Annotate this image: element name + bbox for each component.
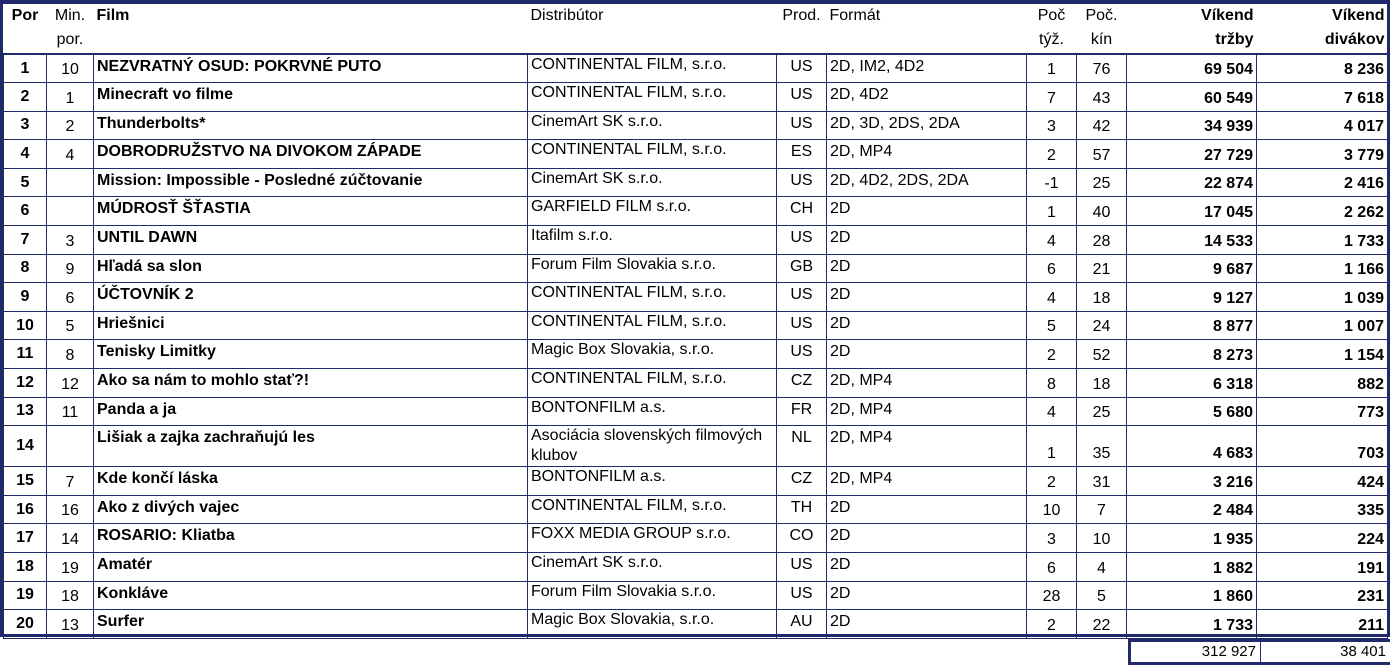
weekend-revenue-cell: 17 045 [1127,197,1257,226]
previous-rank-cell: 3 [47,226,94,255]
previous-rank-cell: 7 [47,467,94,496]
production-country-cell: CO [777,524,827,553]
weekend-admissions-cell: 1 039 [1257,283,1388,312]
weekend-revenue-cell: 60 549 [1127,83,1257,112]
weeks-count-cell: 4 [1027,397,1077,426]
cinemas-count-cell: 25 [1077,397,1127,426]
previous-rank-cell: 19 [47,553,94,582]
film-title-cell: DOBRODRUŽSTVO NA DIVOKOM ZÁPADE [94,140,528,169]
cinemas-count-cell: 28 [1077,226,1127,255]
rank-cell: 5 [4,168,47,197]
distributor-cell: CONTINENTAL FILM, s.r.o. [528,495,777,524]
weeks-count-cell: 1 [1027,197,1077,226]
cinemas-count-cell: 10 [1077,524,1127,553]
format-cell: 2D [827,197,1027,226]
header-min-por-line2: por. [56,31,84,48]
cinemas-count-cell: 5 [1077,581,1127,610]
rank-cell: 8 [4,254,47,283]
production-country-cell: FR [777,397,827,426]
weekend-revenue-cell: 5 680 [1127,397,1257,426]
rank-cell: 14 [4,426,47,467]
format-cell: 2D [827,254,1027,283]
header-vikend-divakov-line2: divákov [1324,31,1385,48]
weekend-admissions-cell: 1 166 [1257,254,1388,283]
header-format: Formát [829,7,881,24]
header-min-por-line1: Min. [54,7,86,24]
rank-cell: 12 [4,369,47,398]
previous-rank-cell: 9 [47,254,94,283]
weeks-count-cell: 3 [1027,111,1077,140]
production-country-cell: ES [777,140,827,169]
film-title-cell: Tenisky Limitky [94,340,528,369]
previous-rank-cell: 18 [47,581,94,610]
weekend-admissions-cell: 231 [1257,581,1388,610]
weeks-count-cell: 2 [1027,340,1077,369]
film-title-cell: UNTIL DAWN [94,226,528,255]
distributor-cell: CONTINENTAL FILM, s.r.o. [528,83,777,112]
production-country-cell: US [777,111,827,140]
weeks-count-cell: 3 [1027,524,1077,553]
header-poc-tyz-line2: týž. [1039,31,1064,48]
header-poc-kin [1077,4,1127,54]
format-cell: 2D, 4D2, 2DS, 2DA [827,168,1027,197]
weeks-count-cell: 7 [1027,83,1077,112]
weekend-revenue-cell: 6 318 [1127,369,1257,398]
rank-cell: 9 [4,283,47,312]
cinemas-count-cell: 76 [1077,54,1127,83]
weeks-count-cell: 1 [1027,426,1077,467]
previous-rank-cell: 1 [47,83,94,112]
cinemas-count-cell: 52 [1077,340,1127,369]
cinemas-count-cell: 22 [1077,610,1127,639]
header-prod: Prod. [782,7,821,24]
header-vikend-divakov-line1: Víkend [1332,7,1385,24]
table-row [4,197,1388,226]
production-country-cell: US [777,226,827,255]
distributor-cell: CinemArt SK s.r.o. [528,553,777,582]
format-cell: 2D, MP4 [827,369,1027,398]
table-row [4,426,1388,467]
box-office-table [3,4,1388,639]
table-row [4,111,1388,140]
rank-cell: 20 [4,610,47,639]
rank-cell: 19 [4,581,47,610]
format-cell: 2D [827,610,1027,639]
weeks-count-cell: 2 [1027,140,1077,169]
production-country-cell: US [777,283,827,312]
distributor-cell: BONTONFILM a.s. [528,467,777,496]
weeks-count-cell: 28 [1027,581,1077,610]
table-row [4,283,1388,312]
table-row [4,168,1388,197]
production-country-cell: US [777,581,827,610]
format-cell: 2D [827,226,1027,255]
film-title-cell: Thunderbolts* [94,111,528,140]
table-row [4,83,1388,112]
format-cell: 2D [827,553,1027,582]
film-title-cell: Hriešnici [94,311,528,340]
weekend-revenue-cell: 8 877 [1127,311,1257,340]
previous-rank-cell: 14 [47,524,94,553]
production-country-cell: US [777,340,827,369]
production-country-cell: US [777,553,827,582]
distributor-cell: Forum Film Slovakia s.r.o. [528,254,777,283]
weekend-admissions-cell: 4 017 [1257,111,1388,140]
film-title-cell: Kde končí láska [94,467,528,496]
previous-rank-cell: 6 [47,283,94,312]
weeks-count-cell: 5 [1027,311,1077,340]
film-title-cell: Panda a ja [94,397,528,426]
cinemas-count-cell: 21 [1077,254,1127,283]
weekend-admissions-cell: 1 007 [1257,311,1388,340]
header-poc-kin-line1: Poč. [1085,7,1118,24]
format-cell: 2D [827,283,1027,312]
format-cell: 2D [827,524,1027,553]
distributor-cell: CONTINENTAL FILM, s.r.o. [528,54,777,83]
rank-cell: 1 [4,54,47,83]
weekend-admissions-cell: 2 262 [1257,197,1388,226]
distributor-cell: Magic Box Slovakia, s.r.o. [528,610,777,639]
rank-cell: 18 [4,553,47,582]
rank-cell: 2 [4,83,47,112]
weekend-revenue-cell: 8 273 [1127,340,1257,369]
previous-rank-cell [47,197,94,226]
format-cell: 2D, IM2, 4D2 [827,54,1027,83]
header-poc-tyz-line1: Poč [1037,7,1066,24]
table-row [4,495,1388,524]
header-row [4,4,1388,54]
table-row [4,369,1388,398]
weeks-count-cell: 4 [1027,283,1077,312]
production-country-cell: TH [777,495,827,524]
previous-rank-cell: 5 [47,311,94,340]
production-country-cell: US [777,168,827,197]
table-row [4,54,1388,83]
rank-cell: 13 [4,397,47,426]
previous-rank-cell: 13 [47,610,94,639]
weekend-admissions-cell: 8 236 [1257,54,1388,83]
weekend-admissions-cell: 224 [1257,524,1388,553]
totals-row [1128,639,1390,665]
film-title-cell: Lišiak a zajka zachraňujú les [94,426,528,467]
weekend-revenue-cell: 34 939 [1127,111,1257,140]
film-title-cell: MÚDROSŤ ŠŤASTIA [94,197,528,226]
previous-rank-cell: 10 [47,54,94,83]
weekend-revenue-cell: 14 533 [1127,226,1257,255]
format-cell: 2D, MP4 [827,397,1027,426]
format-cell: 2D [827,340,1027,369]
previous-rank-cell: 4 [47,140,94,169]
weeks-count-cell: 2 [1027,610,1077,639]
previous-rank-cell: 11 [47,397,94,426]
film-title-cell: Hľadá sa slon [94,254,528,283]
previous-rank-cell [47,426,94,467]
header-vikend-trzby-line1: Víkend [1201,7,1254,24]
rank-cell: 16 [4,495,47,524]
header-film: Film [96,7,130,24]
weekend-admissions-cell: 424 [1257,467,1388,496]
distributor-cell: GARFIELD FILM s.r.o. [528,197,777,226]
weekend-admissions-cell: 1 733 [1257,226,1388,255]
film-title-cell: NEZVRATNÝ OSUD: POKRVNÉ PUTO [94,54,528,83]
total-divakov: 38 401 [1340,643,1386,660]
weekend-admissions-cell: 7 618 [1257,83,1388,112]
weekend-revenue-cell: 1 733 [1127,610,1257,639]
weekend-revenue-cell: 27 729 [1127,140,1257,169]
production-country-cell: CZ [777,467,827,496]
distributor-cell: CONTINENTAL FILM, s.r.o. [528,140,777,169]
weekend-admissions-cell: 773 [1257,397,1388,426]
film-title-cell: Amatér [94,553,528,582]
rank-cell: 7 [4,226,47,255]
distributor-cell: CinemArt SK s.r.o. [528,111,777,140]
format-cell: 2D, 4D2 [827,83,1027,112]
film-title-cell: Surfer [94,610,528,639]
header-vikend-trzby-line2: tržby [1215,31,1254,48]
weekend-revenue-cell: 9 687 [1127,254,1257,283]
cinemas-count-cell: 57 [1077,140,1127,169]
weekend-revenue-cell: 4 683 [1127,426,1257,467]
table-row [4,581,1388,610]
cinemas-count-cell: 31 [1077,467,1127,496]
cinemas-count-cell: 4 [1077,553,1127,582]
previous-rank-cell: 12 [47,369,94,398]
table-row [4,467,1388,496]
cinemas-count-cell: 18 [1077,283,1127,312]
weeks-count-cell: 1 [1027,54,1077,83]
table-row [4,340,1388,369]
film-title-cell: Ako z divých vajec [94,495,528,524]
distributor-cell: CONTINENTAL FILM, s.r.o. [528,311,777,340]
format-cell: 2D [827,581,1027,610]
film-title-cell: Mission: Impossible - Posledné zúčtovanie [94,168,528,197]
production-country-cell: AU [777,610,827,639]
header-vikend-trzby [1127,4,1257,54]
format-cell: 2D [827,495,1027,524]
production-country-cell: CZ [777,369,827,398]
header-distributor: Distribútor [530,7,604,24]
weekend-revenue-cell: 1 860 [1127,581,1257,610]
distributor-cell: BONTONFILM a.s. [528,397,777,426]
rank-cell: 17 [4,524,47,553]
cinemas-count-cell: 43 [1077,83,1127,112]
table-row [4,610,1388,639]
previous-rank-cell: 8 [47,340,94,369]
header-min-por [47,4,94,54]
distributor-cell: Magic Box Slovakia, s.r.o. [528,340,777,369]
production-country-cell: NL [777,426,827,467]
film-title-cell: ÚČTOVNÍK 2 [94,283,528,312]
weekend-admissions-cell: 703 [1257,426,1388,467]
weekend-revenue-cell: 1 882 [1127,553,1257,582]
distributor-cell: Asociácia slovenských filmových klubov [528,426,777,467]
distributor-cell: CONTINENTAL FILM, s.r.o. [528,369,777,398]
previous-rank-cell: 16 [47,495,94,524]
distributor-cell: Itafilm s.r.o. [528,226,777,255]
header-por: Por [11,7,39,24]
cinemas-count-cell: 7 [1077,495,1127,524]
distributor-cell: Forum Film Slovakia s.r.o. [528,581,777,610]
weeks-count-cell: 6 [1027,254,1077,283]
rank-cell: 6 [4,197,47,226]
distributor-cell: FOXX MEDIA GROUP s.r.o. [528,524,777,553]
cinemas-count-cell: 18 [1077,369,1127,398]
weeks-count-cell: 4 [1027,226,1077,255]
weeks-count-cell: 8 [1027,369,1077,398]
table-row [4,397,1388,426]
table-row [4,553,1388,582]
rank-cell: 15 [4,467,47,496]
cinemas-count-cell: 35 [1077,426,1127,467]
header-vikend-divakov [1257,4,1388,54]
weekend-admissions-cell: 211 [1257,610,1388,639]
format-cell: 2D, MP4 [827,467,1027,496]
film-title-cell: Minecraft vo filme [94,83,528,112]
weeks-count-cell: 6 [1027,553,1077,582]
table-row [4,226,1388,255]
weekend-admissions-cell: 191 [1257,553,1388,582]
weekend-revenue-cell: 9 127 [1127,283,1257,312]
format-cell: 2D [827,311,1027,340]
weekend-revenue-cell: 1 935 [1127,524,1257,553]
film-title-cell: Konkláve [94,581,528,610]
weekend-admissions-cell: 1 154 [1257,340,1388,369]
weekend-revenue-cell: 22 874 [1127,168,1257,197]
weeks-count-cell: 10 [1027,495,1077,524]
previous-rank-cell: 2 [47,111,94,140]
weekend-revenue-cell: 3 216 [1127,467,1257,496]
weekend-revenue-cell: 69 504 [1127,54,1257,83]
format-cell: 2D, MP4 [827,426,1027,467]
cinemas-count-cell: 42 [1077,111,1127,140]
weekend-admissions-cell: 882 [1257,369,1388,398]
rank-cell: 11 [4,340,47,369]
table-row [4,524,1388,553]
table-row [4,254,1388,283]
table-body [4,54,1388,638]
weekend-admissions-cell: 3 779 [1257,140,1388,169]
cinemas-count-cell: 40 [1077,197,1127,226]
table-row [4,140,1388,169]
rank-cell: 4 [4,140,47,169]
production-country-cell: US [777,311,827,340]
rank-cell: 3 [4,111,47,140]
weekend-revenue-cell: 2 484 [1127,495,1257,524]
table-row [4,311,1388,340]
distributor-cell: CONTINENTAL FILM, s.r.o. [528,283,777,312]
weekend-admissions-cell: 335 [1257,495,1388,524]
format-cell: 2D, 3D, 2DS, 2DA [827,111,1027,140]
cinemas-count-cell: 25 [1077,168,1127,197]
production-country-cell: CH [777,197,827,226]
rank-cell: 10 [4,311,47,340]
weeks-count-cell: -1 [1027,168,1077,197]
film-title-cell: ROSARIO: Kliatba [94,524,528,553]
header-poc-tyz [1027,4,1077,54]
format-cell: 2D, MP4 [827,140,1027,169]
film-title-cell: Ako sa nám to mohlo stať?! [94,369,528,398]
production-country-cell: US [777,83,827,112]
weekend-admissions-cell: 2 416 [1257,168,1388,197]
previous-rank-cell [47,168,94,197]
weeks-count-cell: 2 [1027,467,1077,496]
production-country-cell: GB [777,254,827,283]
distributor-cell: CinemArt SK s.r.o. [528,168,777,197]
cinemas-count-cell: 24 [1077,311,1127,340]
production-country-cell: US [777,54,827,83]
total-trzby: 312 927 [1131,642,1261,662]
header-poc-kin-line2: kín [1090,31,1113,48]
